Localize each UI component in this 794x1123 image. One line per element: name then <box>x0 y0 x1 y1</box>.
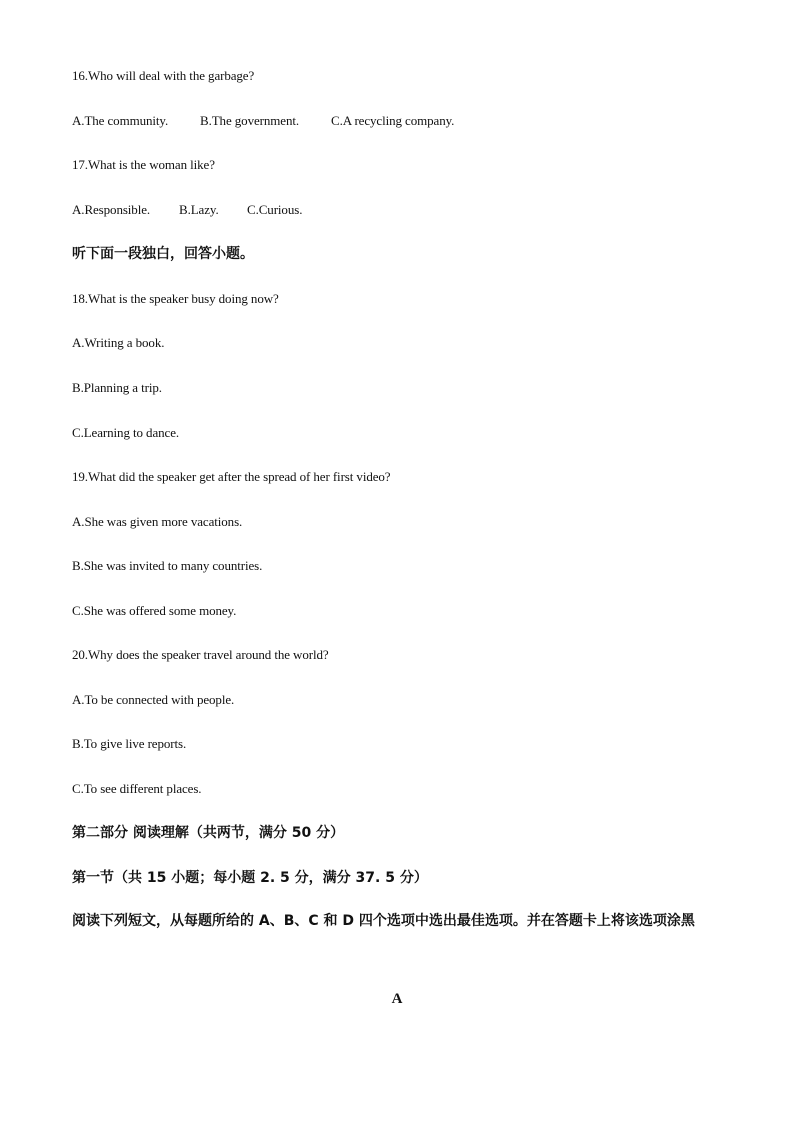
question-18-option-a: A.Writing a book. <box>72 335 165 350</box>
passage-label: A <box>391 991 403 1007</box>
question-19-option-b: B.She was invited to many countries. <box>72 558 263 573</box>
question-18-option-b: B.Planning a trip. <box>72 380 162 395</box>
option-c: C.Curious. <box>247 202 303 217</box>
option-b: B.The government. <box>200 113 300 128</box>
question-16-options <box>72 113 454 129</box>
question-20-option-a: A.To be connected with people. <box>72 692 235 707</box>
reading-instructions: 阅读下列短文，从每题所给的 A、B、C 和 D 四个选项中选出最佳选项。并在答题卡上将该选项涂黑 <box>72 913 695 929</box>
option-b: B.Lazy. <box>179 202 219 217</box>
question-17-options <box>72 202 302 218</box>
question-17: 17.What is the woman like? <box>72 157 215 172</box>
question-16: 16.Who will deal with the garbage? <box>72 68 255 83</box>
section-1-title: 第一节（共 15 小题；每小题 2. 5 分，满分 37. 5 分） <box>72 870 428 886</box>
question-19-option-c: C.She was offered some money. <box>72 603 237 618</box>
option-a: A.Responsible. <box>72 202 151 217</box>
question-18-option-c: C.Learning to dance. <box>72 425 180 440</box>
option-a: A.The community. <box>72 113 169 128</box>
question-20-option-c: C.To see different places. <box>72 781 202 796</box>
question-18: 18.What is the speaker busy doing now? <box>72 291 279 306</box>
section-monologue-heading: 听下面一段独白，回答小题。 <box>72 246 254 262</box>
part-2-title: 第二部分 阅读理解（共两节，满分 50 分） <box>72 825 345 841</box>
question-19: 19.What did the speaker get after the spread of her first video? <box>72 469 391 484</box>
question-20-option-b: B.To give live reports. <box>72 736 187 751</box>
question-20: 20.Why does the speaker travel around the world? <box>72 647 329 662</box>
question-19-option-a: A.She was given more vacations. <box>72 514 243 529</box>
option-c: C.A recycling company. <box>331 113 455 128</box>
